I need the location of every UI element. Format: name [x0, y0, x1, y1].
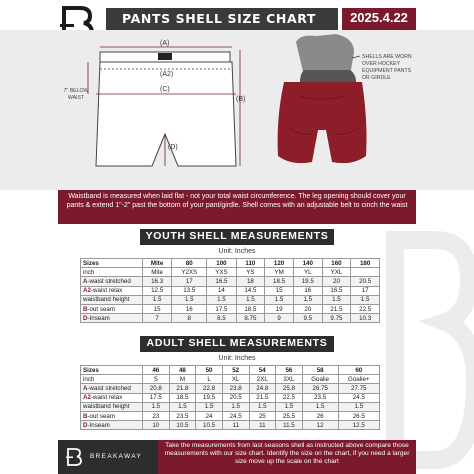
table-row [81, 314, 380, 323]
value-cell: 15 [265, 286, 294, 295]
value-cell: 11 [249, 421, 276, 430]
value-cell: 24.5 [222, 411, 249, 420]
value-cell: 8.5 [207, 314, 236, 323]
value-cell: 10 [143, 421, 170, 430]
value-cell: 1.5 [293, 295, 322, 304]
table-header-row [81, 259, 380, 268]
value-cell: 1.5 [322, 295, 351, 304]
value-cell: 1.5 [143, 402, 170, 411]
value-cell: 23.5 [302, 393, 338, 402]
value-cell: 20 [322, 277, 351, 286]
value-cell: 16 [172, 304, 207, 313]
header-cell: 50 [196, 366, 223, 375]
measure-label: -out seam [87, 305, 115, 313]
value-cell: 20.5 [222, 393, 249, 402]
value-cell: 24 [196, 411, 223, 420]
table-row [81, 375, 380, 384]
header-cell: 80 [172, 259, 207, 268]
value-cell: M [169, 375, 196, 384]
value-cell: 24.8 [249, 384, 276, 393]
row-label-cell [81, 304, 143, 313]
header-cell: 140 [293, 259, 322, 268]
value-cell: YL [293, 268, 322, 277]
value-cell: 7 [143, 314, 172, 323]
measure-label: -waist relax [90, 394, 123, 402]
table-row [81, 421, 380, 430]
value-cell: 26.5 [338, 411, 379, 420]
value-cell: 18 [236, 277, 265, 286]
value-cell: 17 [351, 286, 380, 295]
value-cell: 8.75 [236, 314, 265, 323]
measure-label: -out seam [87, 412, 115, 420]
belt-buckle-icon [158, 53, 172, 60]
value-cell: YM [265, 268, 294, 277]
row-label-cell [81, 277, 143, 286]
row-label-cell [81, 314, 143, 323]
value-cell: 1.5 [276, 402, 303, 411]
value-cell: 10.5 [196, 421, 223, 430]
value-cell: 16 [293, 286, 322, 295]
waistband-info-banner: Waistband is measured when laid flat - not your total waist circumference. The leg opening should cover your pants & extend 1"-2" past the bottom of your pant/girdle. Shell comes with an adjustable belt to cinch the waist [58, 190, 416, 224]
row-label-cell [81, 393, 143, 402]
label-a2: (A2) [160, 71, 174, 78]
youth-section-title [140, 229, 334, 245]
measure-code: A [83, 277, 88, 285]
value-cell: 2XL [249, 375, 276, 384]
title-bar [106, 8, 338, 30]
value-cell: 1.5 [338, 402, 379, 411]
value-cell: 1.5 [143, 295, 172, 304]
value-cell: 10.3 [351, 314, 380, 323]
value-cell: Goalie [302, 375, 338, 384]
header-cell: 58 [302, 366, 338, 375]
value-cell: 22.5 [351, 304, 380, 313]
value-cell: 22.8 [196, 384, 223, 393]
header-cell: 100 [207, 259, 236, 268]
label-d: (D) [168, 144, 178, 151]
value-cell: 12.5 [143, 286, 172, 295]
value-cell: 27.75 [338, 384, 379, 393]
value-cell: YXS [207, 268, 236, 277]
value-cell: 1.5 [172, 295, 207, 304]
value-cell: Goalie+ [338, 375, 379, 384]
value-cell: 22.5 [276, 393, 303, 402]
value-cell: 1.5 [351, 295, 380, 304]
row-label-cell [81, 286, 143, 295]
value-cell: 16.5 [322, 286, 351, 295]
value-cell: 16.3 [143, 277, 172, 286]
header-cell: 52 [222, 366, 249, 375]
page-title: PANTS SHELL SIZE CHART [122, 11, 317, 26]
value-cell: 14 [207, 286, 236, 295]
footer-brand-name: BREAKAWAY [90, 453, 143, 460]
below-waist-note: 7" BELOW WAIST [63, 88, 89, 101]
header-cell: 54 [249, 366, 276, 375]
value-cell: 1.5 [302, 402, 338, 411]
value-cell: 26.75 [302, 384, 338, 393]
measure-code: D [83, 421, 88, 429]
date-text: 2025.4.22 [350, 10, 408, 25]
value-cell: 11 [222, 421, 249, 430]
value-cell: 19 [265, 304, 294, 313]
value-cell: 23.8 [222, 384, 249, 393]
measure-label: -Inseam [87, 314, 110, 322]
value-cell: 23.5 [169, 411, 196, 420]
value-cell: L [196, 375, 223, 384]
pants-shell-image [278, 34, 367, 163]
value-cell: S [143, 375, 170, 384]
youth-title-text: YOUTH SHELL MEASUREMENTS [145, 230, 329, 242]
value-cell: 13.5 [172, 286, 207, 295]
adult-title-text: ADULT SHELL MEASUREMENTS [146, 337, 328, 349]
header-cell: Sizes [81, 366, 143, 375]
header-cell: 120 [265, 259, 294, 268]
girdle-shape [296, 34, 354, 76]
measure-label: -waist relax [90, 287, 123, 295]
value-cell: 1.5 [169, 402, 196, 411]
row-label-cell [81, 421, 143, 430]
value-cell: 1.5 [207, 295, 236, 304]
value-cell: 24.5 [338, 393, 379, 402]
table-row [81, 268, 380, 277]
size-diagram [0, 30, 474, 190]
value-cell: YXL [322, 268, 351, 277]
measure-code: B [83, 412, 88, 420]
value-cell: 17.5 [143, 393, 170, 402]
row-label-cell [81, 411, 143, 420]
measure-label: waistband height [83, 296, 130, 304]
value-cell: 3XL [276, 375, 303, 384]
value-cell: 19.5 [293, 277, 322, 286]
value-cell: 15 [143, 304, 172, 313]
measure-label: inch [83, 268, 95, 276]
measure-code: A2 [83, 287, 91, 295]
value-cell: 21.5 [249, 393, 276, 402]
header-cell: 160 [322, 259, 351, 268]
value-cell: 19.5 [196, 393, 223, 402]
table-row [81, 277, 380, 286]
breakaway-footer-logo-icon [66, 448, 82, 466]
label-a: (A) [160, 40, 170, 47]
value-cell: 1.5 [222, 402, 249, 411]
header-cell: Sizes [81, 259, 143, 268]
value-cell: 9 [265, 314, 294, 323]
value-cell: 14.5 [236, 286, 265, 295]
value-cell: 10.5 [169, 421, 196, 430]
value-cell: 17 [172, 277, 207, 286]
row-label-cell [81, 402, 143, 411]
value-cell: Mite [143, 268, 172, 277]
measure-code: B [83, 305, 88, 313]
measure-label: -waist stretched [87, 277, 131, 285]
header-cell: 60 [338, 366, 379, 375]
measure-label: -waist stretched [87, 384, 131, 392]
header-cell: 46 [143, 366, 170, 375]
table-row [81, 402, 380, 411]
row-label-cell [81, 384, 143, 393]
row-label-cell [81, 375, 143, 384]
table-row [81, 286, 380, 295]
label-c: (C) [160, 86, 170, 93]
footer [58, 440, 416, 474]
measure-label: waistband height [83, 403, 130, 411]
value-cell: 21.5 [322, 304, 351, 313]
measure-code: A2 [83, 394, 91, 402]
row-label-cell [81, 295, 143, 304]
row-label-cell [81, 268, 143, 277]
value-cell: XL [222, 375, 249, 384]
header-cell: 180 [351, 259, 380, 268]
value-cell: 20.5 [351, 277, 380, 286]
table-row [81, 393, 380, 402]
table-header-row [81, 366, 380, 375]
breakaway-watermark-icon [385, 230, 474, 470]
table-row [81, 411, 380, 420]
shell-note: SHELLS ARE WORN OVER HOCKEY EQUIPMENT PANTS OR GIRDLE [362, 54, 412, 81]
youth-table [80, 258, 380, 323]
value-cell: 20.8 [143, 384, 170, 393]
value-cell [351, 268, 380, 277]
header-cell: Mite [143, 259, 172, 268]
value-cell: 18.5 [236, 304, 265, 313]
footer-instructions: Take the measurements from last seasons shell as instructed above compare those measurements with our size chart. Identify the size on the chart, if you need a larger size move up the scale on the chart [158, 440, 416, 474]
value-cell: 11.5 [276, 421, 303, 430]
value-cell: 12 [302, 421, 338, 430]
value-cell: 9.5 [293, 314, 322, 323]
adult-section-title [140, 336, 334, 352]
value-cell: 9.75 [322, 314, 351, 323]
footer-brand [58, 440, 158, 474]
value-cell: 20 [293, 304, 322, 313]
header-cell: 110 [236, 259, 265, 268]
value-cell: 18.5 [169, 393, 196, 402]
table-row [81, 295, 380, 304]
youth-unit: Unit: Inches [218, 248, 256, 255]
value-cell: 25 [249, 411, 276, 420]
value-cell: 21.8 [169, 384, 196, 393]
measure-code: D [83, 314, 88, 322]
header-cell: 56 [276, 366, 303, 375]
shell-shape [278, 82, 367, 163]
value-cell: 1.5 [265, 295, 294, 304]
value-cell: 8 [172, 314, 207, 323]
adult-unit: Unit: Inches [218, 355, 256, 362]
measure-code: A [83, 384, 88, 392]
value-cell: 1.5 [196, 402, 223, 411]
value-cell: Y2XS [172, 268, 207, 277]
adult-table [80, 365, 380, 430]
header-cell: 48 [169, 366, 196, 375]
value-cell: 26 [302, 411, 338, 420]
date-badge [342, 8, 416, 30]
value-cell: 18.5 [265, 277, 294, 286]
measure-label: inch [83, 375, 95, 383]
value-cell: YS [236, 268, 265, 277]
table-row [81, 384, 380, 393]
value-cell: 23 [143, 411, 170, 420]
label-b: (B) [236, 96, 246, 103]
value-cell: 1.5 [249, 402, 276, 411]
measure-label: -Inseam [87, 421, 110, 429]
table-row [81, 304, 380, 313]
value-cell: 25.8 [276, 384, 303, 393]
value-cell: 25.5 [276, 411, 303, 420]
value-cell: 12.5 [338, 421, 379, 430]
value-cell: 17.5 [207, 304, 236, 313]
value-cell: 16.5 [207, 277, 236, 286]
value-cell: 1.5 [236, 295, 265, 304]
